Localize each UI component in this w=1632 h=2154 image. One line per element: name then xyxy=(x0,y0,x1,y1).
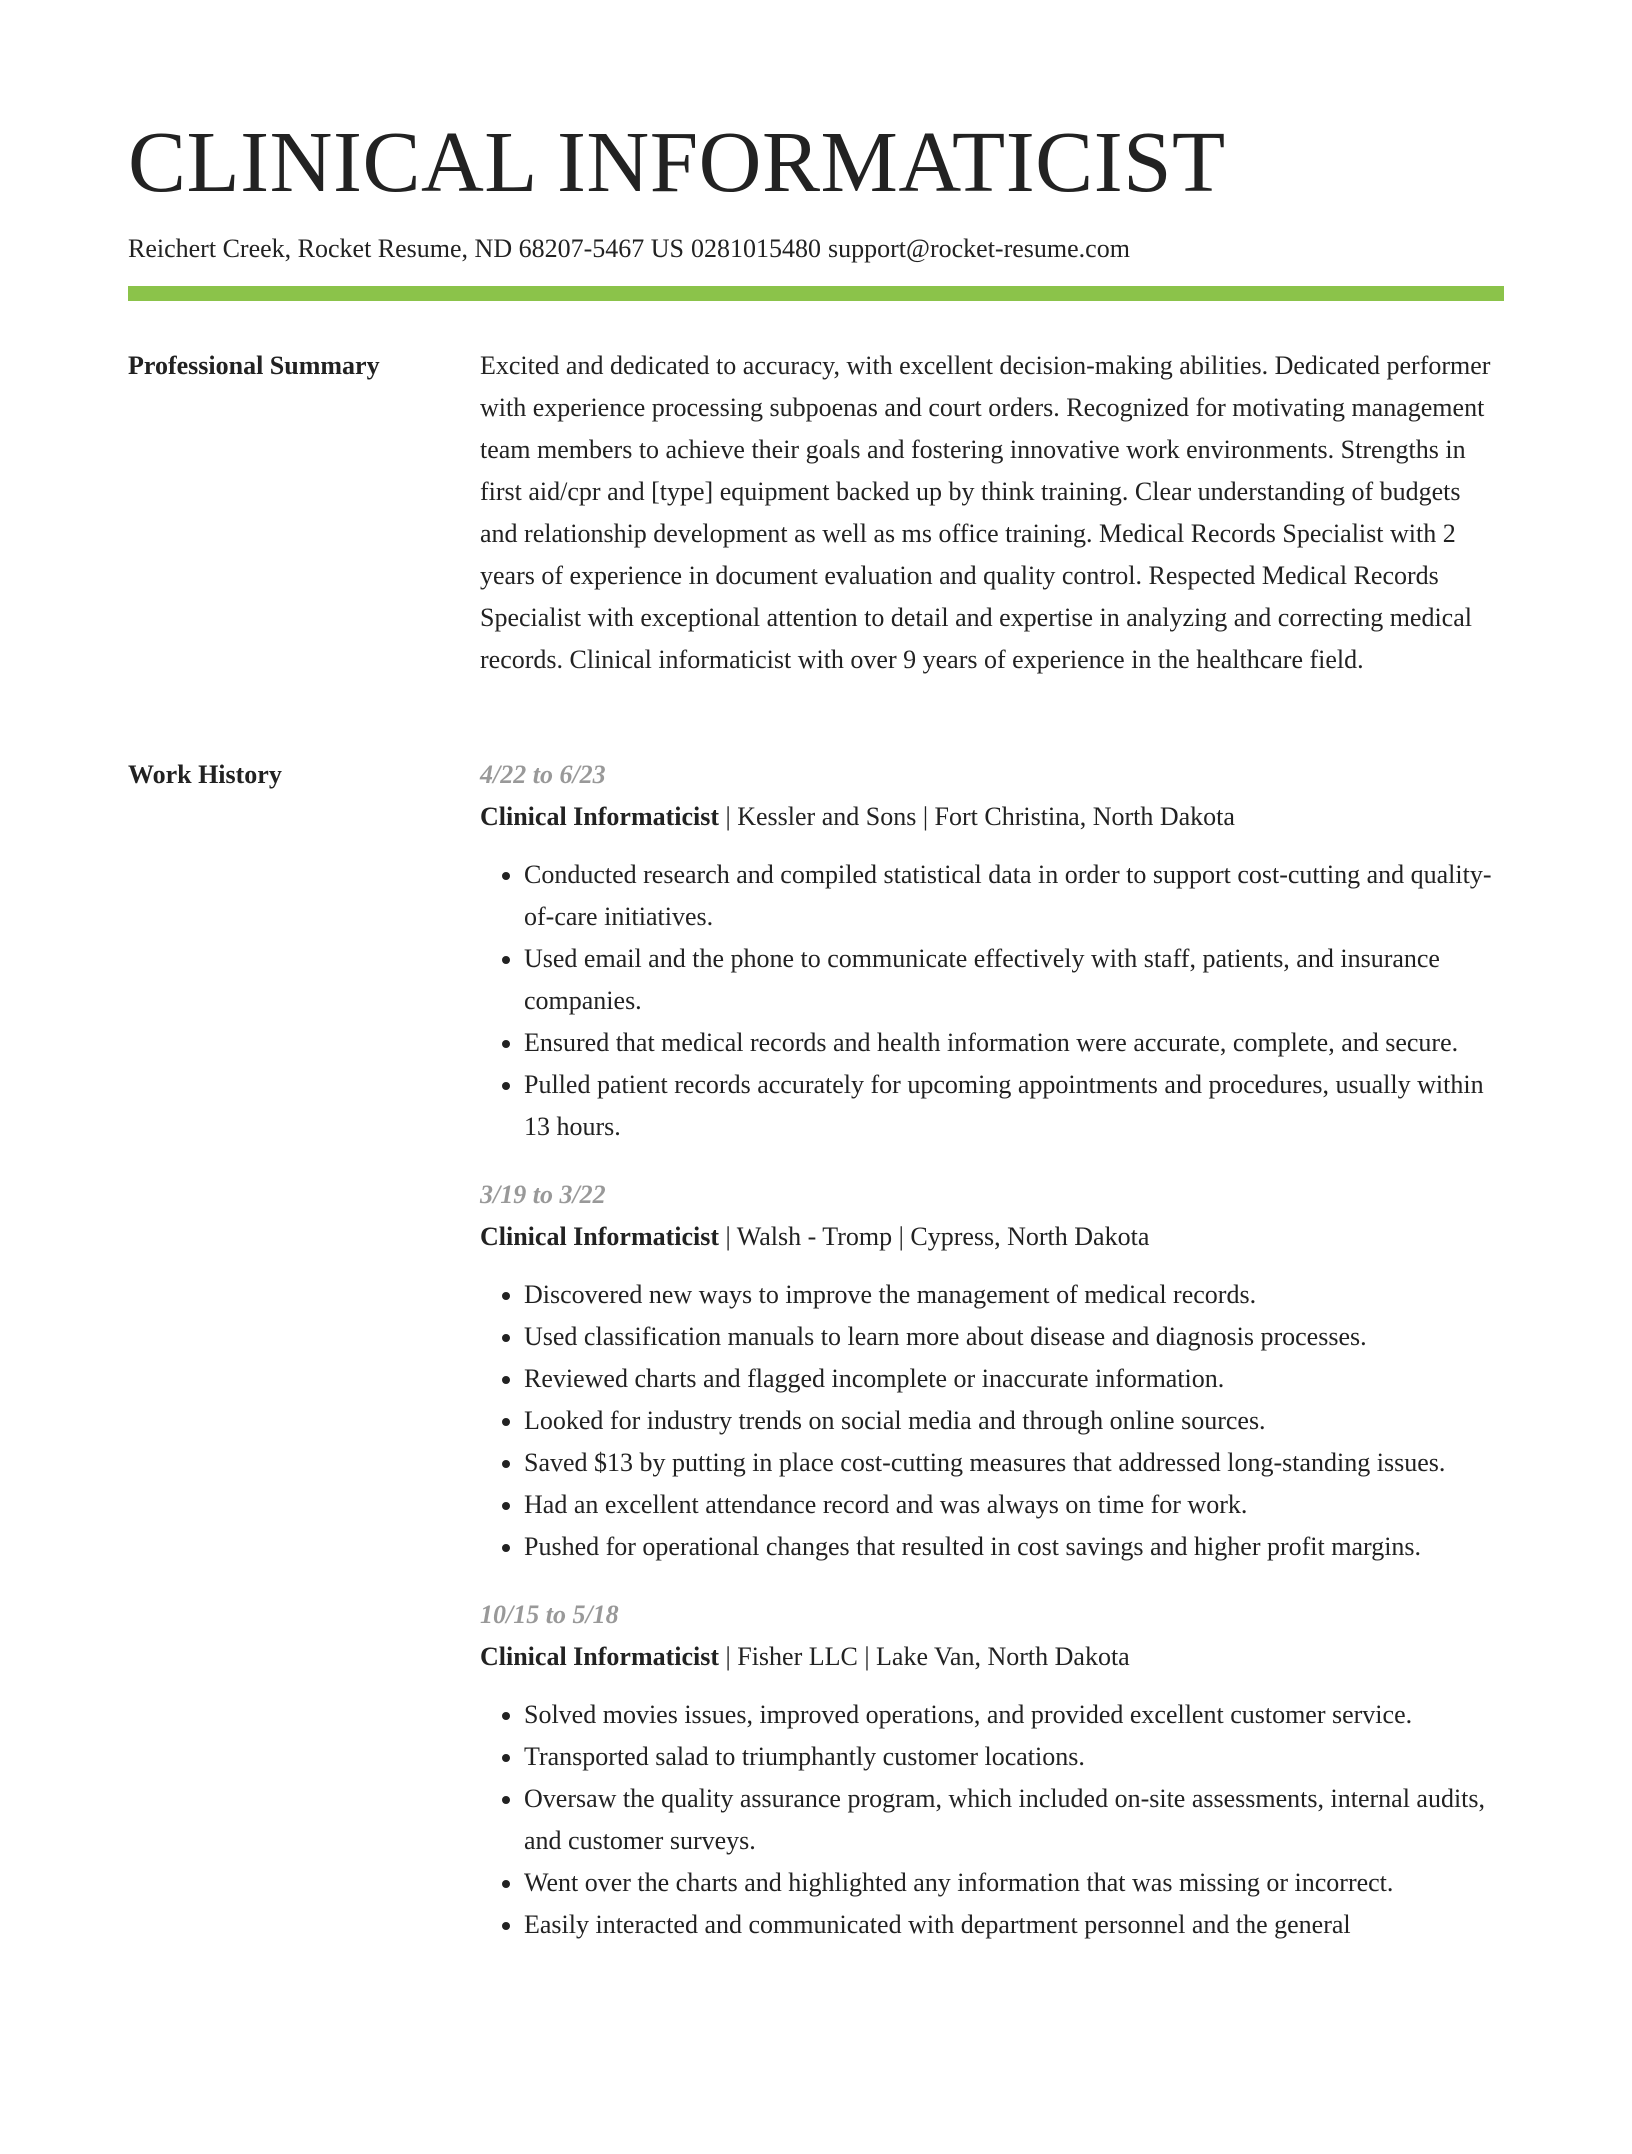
summary-paragraph: Excited and dedicated to accuracy, with excellent decision-making abilities. Dedicated performer with experience processing subpoenas and court orders. Recognized for motivating management team members to achieve their goals and fostering innovative work environments. Strengths in first aid/cpr and [type] equipment backed up by think training. Clear understanding of budgets and relationship development as well as ms office training. Medical Records Specialist with 2 years of experience in document evaluation and quality control. Respected Medical Records Specialist with exceptional attention to detail and expertise in analyzing and correcting medical records. Clinical informaticist with over 9 years of experience in the healthcare field. xyxy=(480,351,1491,674)
job-bullet: • Pushed for operational changes that resulted in cost savings and higher profit margins. xyxy=(524,1526,1504,1568)
job-company-location: | Kessler and Sons | Fort Christina, North Dakota xyxy=(719,802,1235,831)
job-bullet: • Used email and the phone to communicate effectively with staff, patients, and insurance companies. xyxy=(524,938,1504,1022)
resume-name-heading: CLINICAL INFORMATICIST xyxy=(128,113,1226,210)
professional-summary-section xyxy=(128,345,1504,725)
job-company-location: | Fisher LLC | Lake Van, North Dakota xyxy=(719,1642,1130,1671)
work-history-section xyxy=(128,754,1504,2154)
job-dates: 10/15 to 5/18 xyxy=(480,1600,619,1629)
job-bullet: • Had an excellent attendance record and was always on time for work. xyxy=(524,1484,1504,1526)
section-label-professional-summary: Professional Summary xyxy=(128,351,380,380)
summary-body xyxy=(480,345,1504,681)
job-entry xyxy=(480,754,1504,1148)
job-bullet: • Discovered new ways to improve the management of medical records. xyxy=(524,1274,1504,1316)
job-title-line xyxy=(480,1636,1504,1678)
job-dates: 4/22 to 6/23 xyxy=(480,760,606,789)
job-bullet-list xyxy=(480,1274,1504,1568)
job-bullet-list xyxy=(480,854,1504,1148)
job-title: Clinical Informaticist xyxy=(480,802,720,831)
contact-address: Reichert Creek, Rocket Resume, ND 68207-5467 US xyxy=(128,234,685,263)
job-bullet: • Transported salad to triumphantly customer locations. xyxy=(524,1736,1504,1778)
job-bullet: • Easily interacted and communicated with department personnel and the general xyxy=(524,1904,1504,1946)
accent-divider-bar xyxy=(128,286,1504,301)
job-bullet: • Pulled patient records accurately for upcoming appointments and procedures, usually within 13 hours. xyxy=(524,1064,1504,1148)
job-bullet: • Saved $13 by putting in place cost-cutting measures that addressed long-standing issues. xyxy=(524,1442,1504,1484)
work-history-body xyxy=(480,754,1504,1972)
job-entry xyxy=(480,1174,1504,1568)
job-bullet: • Reviewed charts and flagged incomplete or inaccurate information. xyxy=(524,1358,1504,1400)
contact-email[interactable]: support@rocket-resume.com xyxy=(828,234,1130,263)
job-title: Clinical Informaticist xyxy=(480,1222,720,1251)
job-title-line xyxy=(480,1216,1504,1258)
job-title: Clinical Informaticist xyxy=(480,1642,720,1671)
job-title-line xyxy=(480,796,1504,838)
section-label-work-history: Work History xyxy=(128,760,282,789)
job-dates: 3/19 to 3/22 xyxy=(480,1180,606,1209)
job-bullet: • Used classification manuals to learn more about disease and diagnosis processes. xyxy=(524,1316,1504,1358)
job-bullet: • Oversaw the quality assurance program, which included on-site assessments, internal audits, and customer surveys. xyxy=(524,1778,1504,1862)
job-bullet: • Ensured that medical records and health information were accurate, complete, and secure. xyxy=(524,1022,1504,1064)
job-bullet: • Went over the charts and highlighted any information that was missing or incorrect. xyxy=(524,1862,1504,1904)
contact-line xyxy=(128,233,1137,265)
contact-phone: 0281015480 xyxy=(691,234,822,263)
job-bullet: • Solved movies issues, improved operations, and provided excellent customer service. xyxy=(524,1694,1504,1736)
job-bullet: • Looked for industry trends on social media and through online sources. xyxy=(524,1400,1504,1442)
job-bullet: • Conducted research and compiled statistical data in order to support cost-cutting and quality-of-care initiatives. xyxy=(524,854,1504,938)
job-company-location: | Walsh - Tromp | Cypress, North Dakota xyxy=(719,1222,1150,1251)
job-bullet-list xyxy=(480,1694,1504,1946)
job-entry xyxy=(480,1594,1504,1946)
